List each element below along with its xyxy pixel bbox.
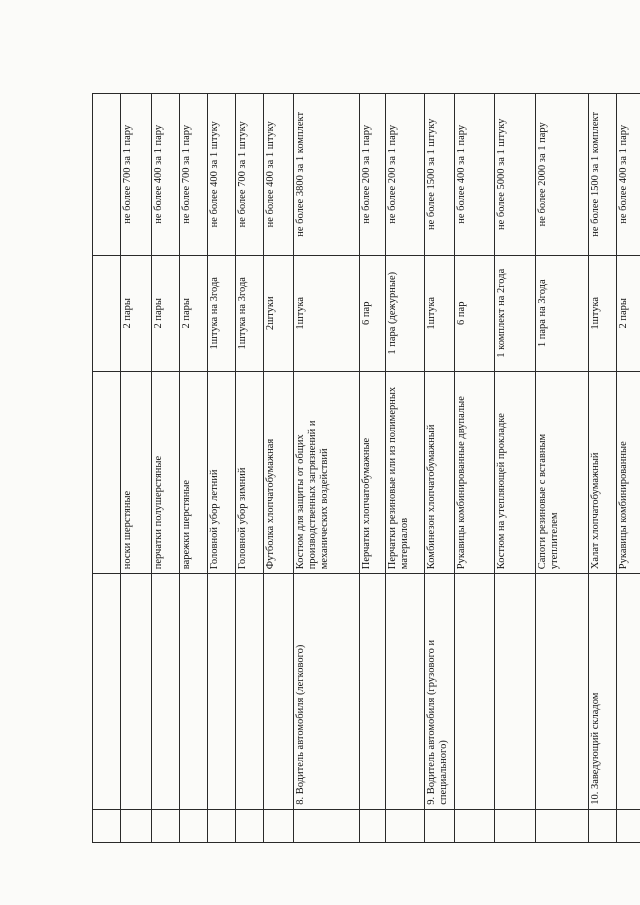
margin-cell	[236, 809, 264, 842]
margin-cell	[455, 809, 495, 842]
item-cell: Сапоги резиновые с вставным утеплителем	[536, 371, 589, 573]
margin-cell	[495, 809, 536, 842]
quantity-cell: 1штука	[425, 255, 455, 371]
table-row	[180, 94, 208, 843]
table-row	[121, 94, 152, 843]
margin-cell	[264, 809, 294, 842]
quantity-cell: 6 пар	[360, 255, 386, 371]
margin-cell	[386, 809, 425, 842]
norm-cell	[93, 94, 121, 256]
item-cell: Перчатки резиновые или из полимерных материалов	[386, 371, 425, 573]
table-row	[589, 94, 617, 843]
item-cell: носки шерстяные	[121, 371, 152, 573]
item-cell: Комбинезон хлопчатобумажный	[425, 371, 455, 573]
quantity-cell: 1штука	[589, 255, 617, 371]
margin-cell	[589, 809, 617, 842]
position-cell	[360, 574, 386, 810]
table-row	[495, 94, 536, 843]
margin-cell	[360, 809, 386, 842]
margin-cell	[294, 809, 360, 842]
quantity-cell	[93, 255, 121, 371]
item-cell: Рукавицы комбинированные двупалые	[455, 371, 495, 573]
item-cell: Перчатки хлопчатобумажные	[360, 371, 386, 573]
margin-cell	[208, 809, 236, 842]
norm-cell: не более 3800 за 1 комплект	[294, 94, 360, 256]
table-row	[93, 94, 121, 843]
norm-cell: не более 200 за 1 пару	[386, 94, 425, 256]
position-cell: 9. Водитель автомобиля (грузового и специального)	[425, 574, 455, 810]
position-cell	[236, 574, 264, 810]
margin-cell	[93, 809, 121, 842]
item-cell: Головной убор летний	[208, 371, 236, 573]
position-cell	[180, 574, 208, 810]
norm-cell: не более 1500 за 1 комплект	[589, 94, 617, 256]
quantity-cell: 1штука на 3года	[236, 255, 264, 371]
quantity-cell: 1 комплект на 2года	[495, 255, 536, 371]
item-cell: варежки шерстяные	[180, 371, 208, 573]
item-cell: Футболка хлопчатобумажная	[264, 371, 294, 573]
quantity-cell: 1 пара (дежурные)	[386, 255, 425, 371]
position-cell	[386, 574, 425, 810]
margin-cell	[536, 809, 589, 842]
norm-cell: не более 400 за 1 штуку	[264, 94, 294, 256]
table-row	[455, 94, 495, 843]
rotated-table-container	[92, 93, 629, 843]
quantity-cell: 2 пары	[152, 255, 180, 371]
item-cell: Рукавицы комбинированные	[617, 371, 640, 573]
position-cell	[617, 574, 640, 810]
table-row	[360, 94, 386, 843]
margin-cell	[121, 809, 152, 842]
table-row	[386, 94, 425, 843]
position-cell	[495, 574, 536, 810]
norm-cell: не более 400 за 1 штуку	[208, 94, 236, 256]
item-cell: Костюм для защиты от общих производственных загрязнений и механических воздействий	[294, 371, 360, 573]
quantity-cell: 2штуки	[264, 255, 294, 371]
position-cell: 10. Заведующий складом	[589, 574, 617, 810]
position-cell	[455, 574, 495, 810]
item-cell: Халат хлопчатобумажный	[589, 371, 617, 573]
norm-cell: не более 400 за 1 пару	[455, 94, 495, 256]
item-cell: перчатки полушерстяные	[152, 371, 180, 573]
margin-cell	[425, 809, 455, 842]
norm-cell: не более 2000 за 1 пару	[536, 94, 589, 256]
table-row	[152, 94, 180, 843]
norms-table-body	[93, 94, 640, 843]
norms-table	[92, 93, 640, 843]
norm-cell: не более 700 за 1 пару	[180, 94, 208, 256]
table-row	[536, 94, 589, 843]
item-cell	[93, 371, 121, 573]
margin-cell	[617, 809, 640, 842]
position-cell	[208, 574, 236, 810]
position-cell	[93, 574, 121, 810]
quantity-cell: 2 пары	[617, 255, 640, 371]
norm-cell: не более 700 за 1 пару	[121, 94, 152, 256]
position-cell: 8. Водитель автомобиля (легкового)	[294, 574, 360, 810]
margin-cell	[152, 809, 180, 842]
item-cell: Головной убор зимний	[236, 371, 264, 573]
position-cell	[121, 574, 152, 810]
norm-cell: не более 700 за 1 штуку	[236, 94, 264, 256]
table-row	[425, 94, 455, 843]
position-cell	[536, 574, 589, 810]
table-row	[294, 94, 360, 843]
norm-cell: не более 200 за 1 пару	[360, 94, 386, 256]
quantity-cell: 1штука на 3года	[208, 255, 236, 371]
quantity-cell: 1 пара на 3года	[536, 255, 589, 371]
norm-cell: не более 5000 за 1 штуку	[495, 94, 536, 256]
position-cell	[152, 574, 180, 810]
quantity-cell: 2 пары	[121, 255, 152, 371]
item-cell: Костюм на утепляющей прокладке	[495, 371, 536, 573]
norm-cell: не более 400 за 1 пару	[617, 94, 640, 256]
table-row	[208, 94, 236, 843]
norm-cell: не более 1500 за 1 штуку	[425, 94, 455, 256]
norm-cell: не более 400 за 1 пару	[152, 94, 180, 256]
quantity-cell: 1штука	[294, 255, 360, 371]
quantity-cell: 6 пар	[455, 255, 495, 371]
table-row	[236, 94, 264, 843]
quantity-cell: 2 пары	[180, 255, 208, 371]
position-cell	[264, 574, 294, 810]
table-row	[617, 94, 640, 843]
margin-cell	[180, 809, 208, 842]
table-row	[264, 94, 294, 843]
